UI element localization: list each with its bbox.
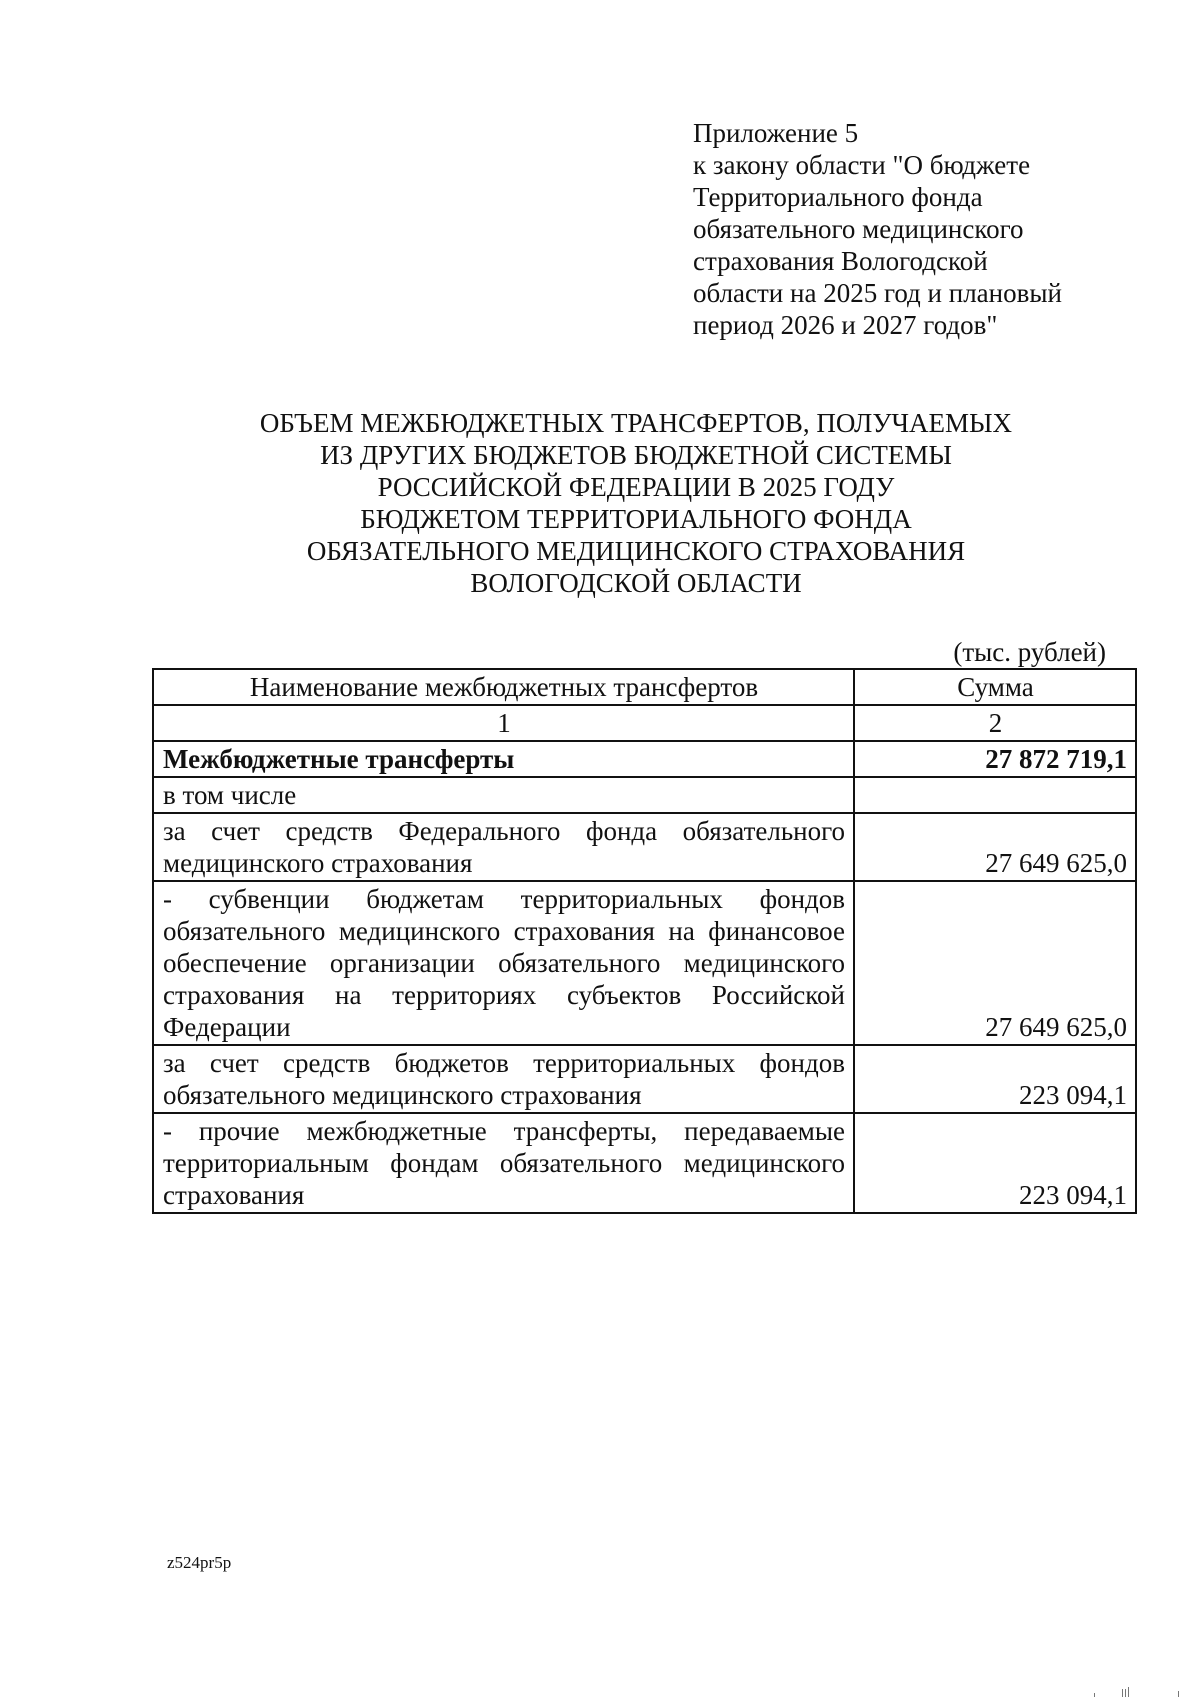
appendix-line: к закону области "О бюджете (693, 150, 1031, 180)
row-name-cell: - прочие межбюджетные трансферты, передаваемые территориальным фондам обязательного медицинского страхования (153, 1113, 854, 1213)
row-name-cell: - субвенции бюджетам территориальных фондов обязательного медицинского страхования на финансовое обеспечение организации обязательного медицинского страхования на территориях субъектов Российской Федерации (153, 881, 854, 1045)
title-line: ИЗ ДРУГИХ БЮДЖЕТОВ БЮДЖЕТНОЙ СИСТЕМЫ (320, 440, 952, 470)
column-number-2: 2 (854, 705, 1136, 741)
units-label: (тыс. рублей) (953, 637, 1106, 667)
table-row (153, 1113, 1136, 1213)
document-title (150, 407, 1122, 599)
appendix-line: период 2026 и 2027 годов" (693, 310, 998, 340)
title-line: ОБЯЗАТЕЛЬНОГО МЕДИЦИНСКОГО СТРАХОВАНИЯ (306, 536, 966, 566)
row-sum-cell: 223 094,1 (854, 1113, 1136, 1213)
header-sum-cell: Сумма (854, 669, 1136, 705)
title-line: БЮДЖЕТОМ ТЕРРИТОРИАЛЬНОГО ФОНДА (360, 504, 912, 534)
document-code: z524pr5p (167, 1553, 232, 1572)
row-sum-cell: 27 649 625,0 (854, 881, 1136, 1045)
table-row (153, 813, 1136, 881)
table-header-row (153, 669, 1136, 705)
row-name-cell: Межбюджетные трансферты (153, 741, 854, 777)
appendix-line: Приложение 5 (693, 118, 859, 148)
scan-artifact (1092, 1687, 1182, 1697)
row-sum-cell: 27 872 719,1 (854, 741, 1136, 777)
header-name-cell: Наименование межбюджетных трансфертов (153, 669, 854, 705)
transfers-table (152, 668, 1137, 1214)
table-row (153, 881, 1136, 1045)
appendix-line: обязательного медицинского (693, 214, 1024, 244)
appendix-line: Территориального фонда (693, 182, 983, 212)
title-line: ВОЛОГОДСКОЙ ОБЛАСТИ (470, 568, 802, 598)
title-line: РОССИЙСКОЙ ФЕДЕРАЦИИ В 2025 ГОДУ (377, 472, 895, 502)
row-sum-cell (854, 777, 1136, 813)
appendix-line: области на 2025 год и плановый (693, 278, 1062, 308)
row-sum-cell: 27 649 625,0 (854, 813, 1136, 881)
row-name-cell: за счет средств бюджетов территориальных фондов обязательного медицинского страхования (153, 1045, 854, 1113)
row-name-cell: за счет средств Федерального фонда обязательного медицинского страхования (153, 813, 854, 881)
table-row (153, 1045, 1136, 1113)
row-sum-cell: 223 094,1 (854, 1045, 1136, 1113)
appendix-reference (693, 117, 1153, 341)
row-name-cell: в том числе (153, 777, 854, 813)
title-line: ОБЪЕМ МЕЖБЮДЖЕТНЫХ ТРАНСФЕРТОВ, ПОЛУЧАЕМЫХ (259, 408, 1013, 438)
column-number-row (153, 705, 1136, 741)
table-row (153, 777, 1136, 813)
column-number-1: 1 (153, 705, 854, 741)
table-row (153, 741, 1136, 777)
appendix-line: страхования Вологодской (693, 246, 988, 276)
